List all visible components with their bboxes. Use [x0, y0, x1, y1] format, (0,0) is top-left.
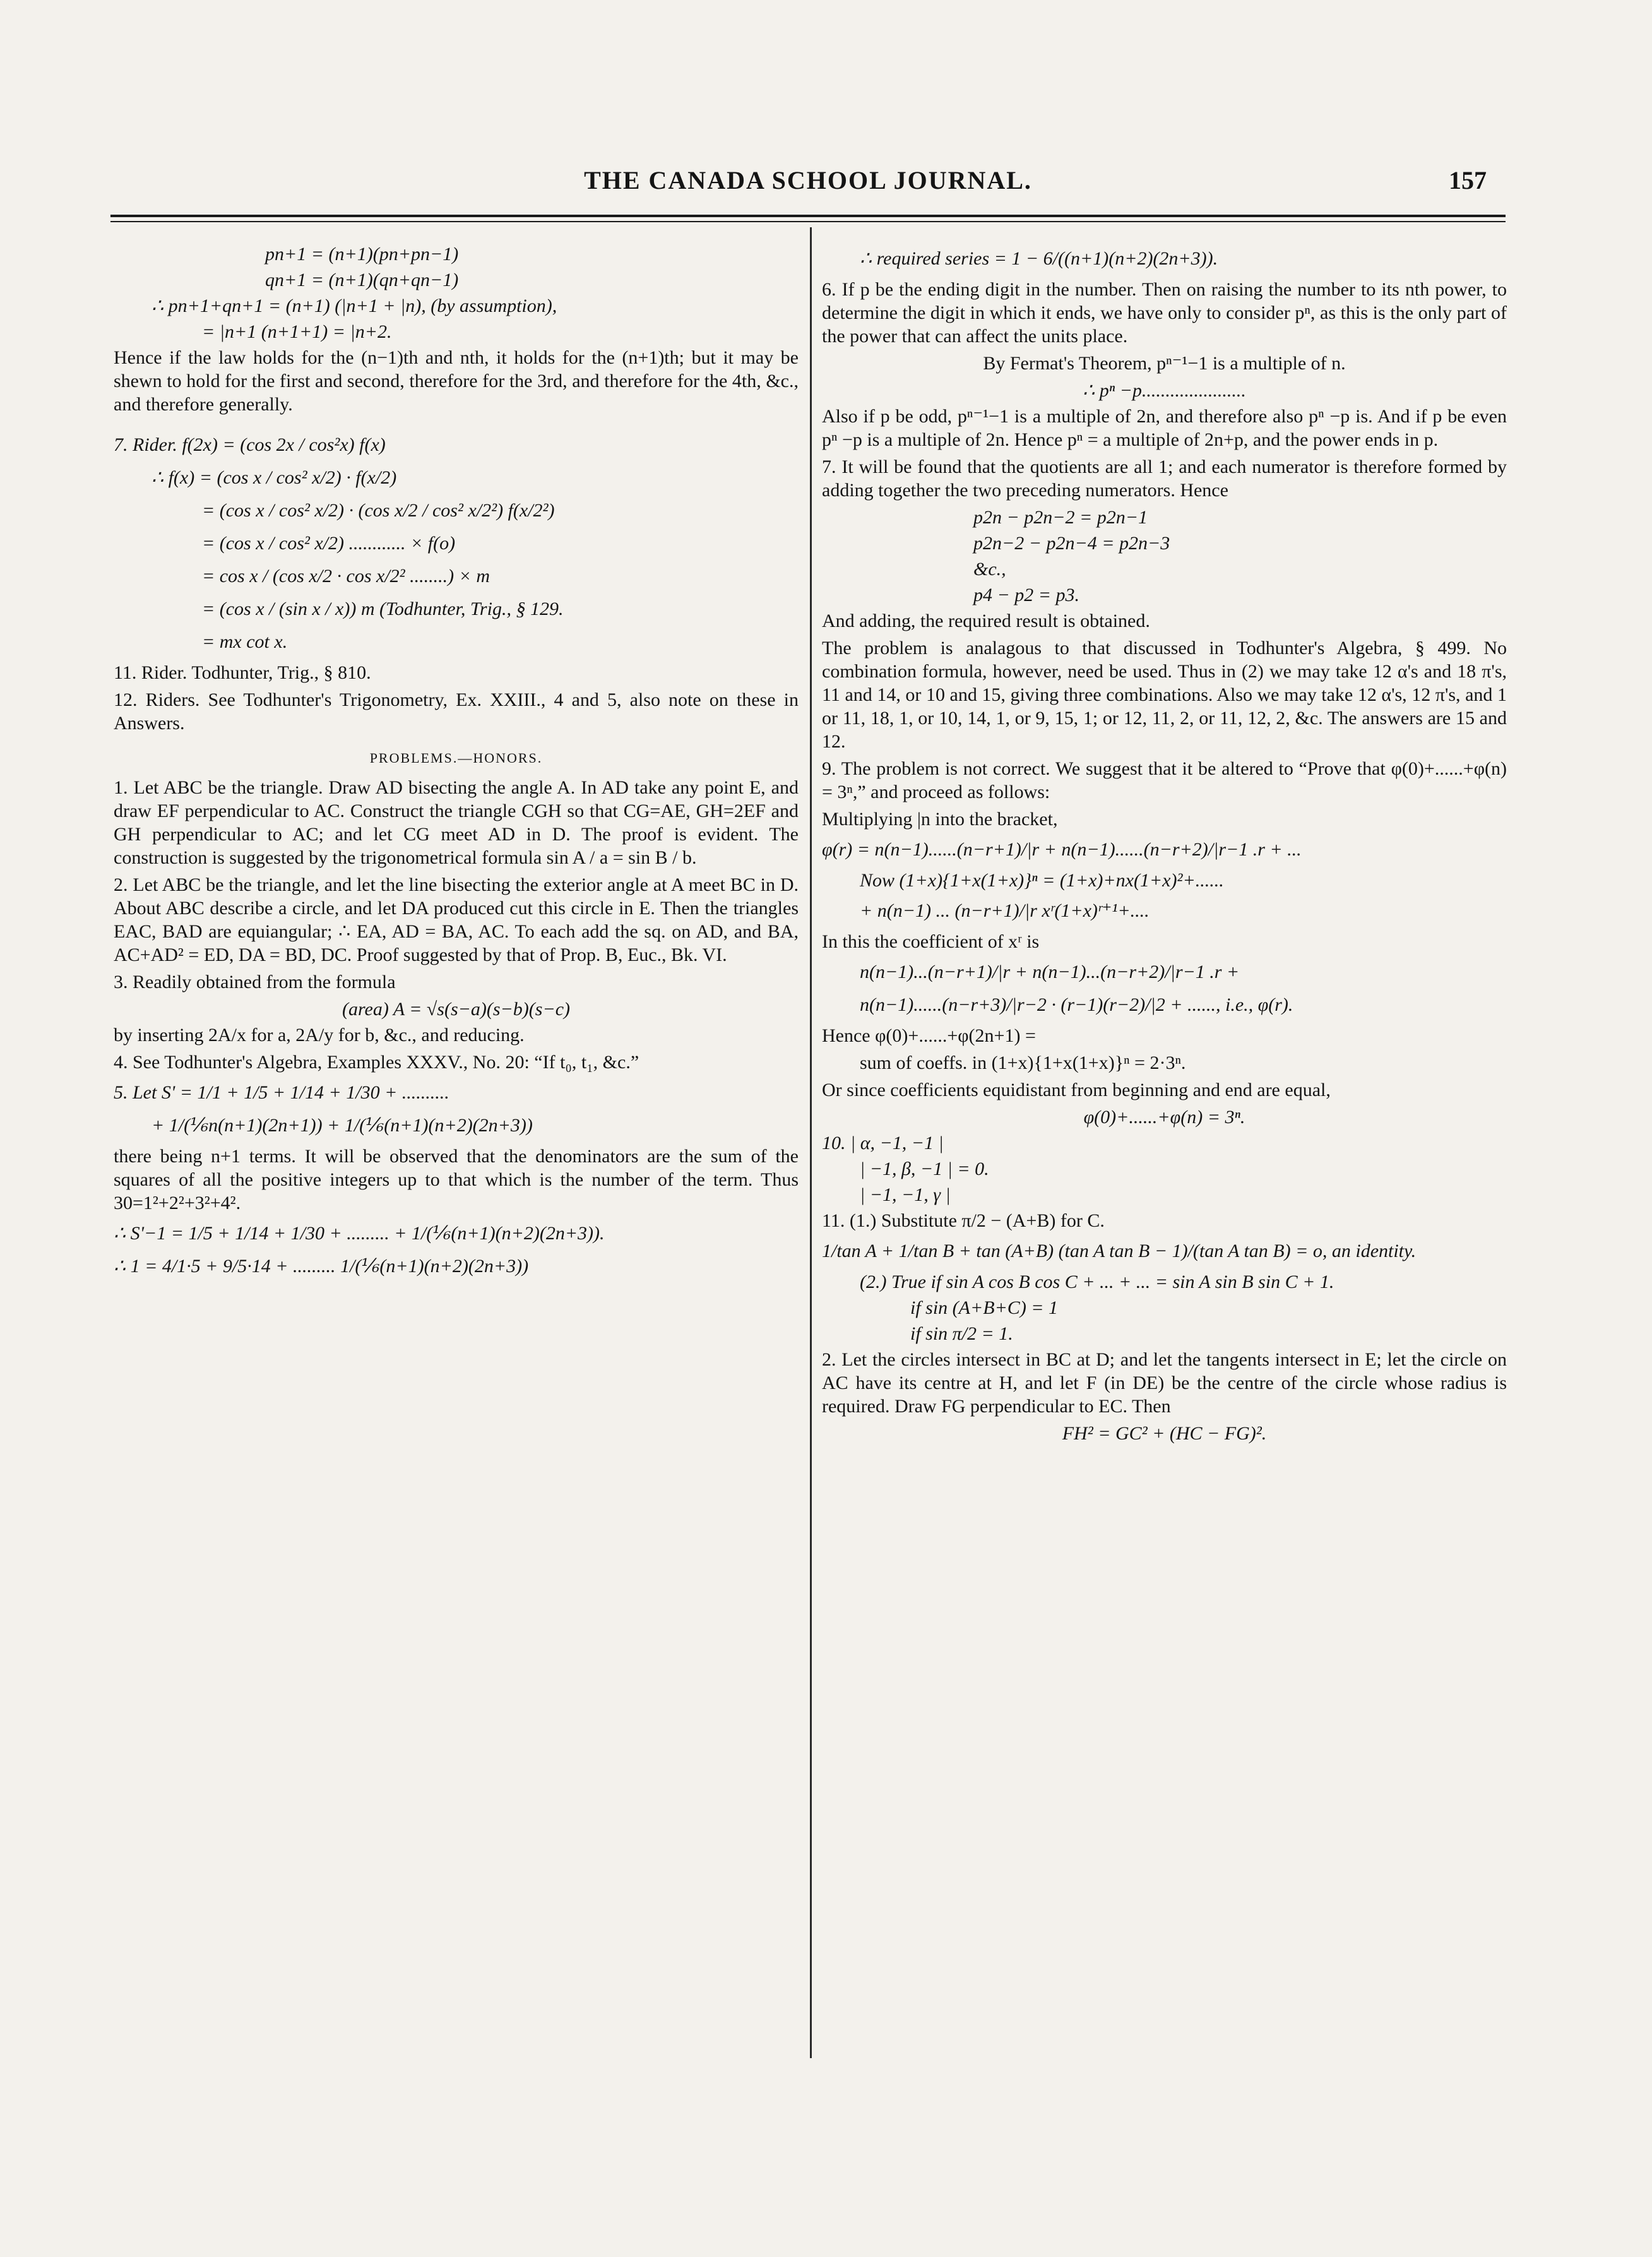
- paragraph: Also if p be odd, pⁿ⁻¹−1 is a multiple of 2n, and therefore also pⁿ −p is. And if p be even pⁿ −p is a multiple of 2n. Hence pⁿ = a multiple of 2n+p, and the power ends in p.: [822, 406, 1507, 450]
- equation: = |n+1 (n+1+1) = |n+2.: [202, 321, 392, 342]
- equation: ∴ S'−1 = 1/5 + 1/14 + 1/30 + ......... + 1/(⅙(n+1)(n+2)(2n+3)).: [114, 1223, 605, 1244]
- equation: if sin (A+B+C) = 1: [910, 1297, 1059, 1318]
- equation: = (cos x / (sin x / x)) m (Todhunter, Trig., § 129.: [202, 598, 564, 619]
- equation: p2n − p2n−2 = p2n−1: [973, 507, 1148, 528]
- equation: Now (1+x){1+x(1+x)}ⁿ = (1+x)+nx(1+x)²+......: [860, 870, 1224, 891]
- rider-11: 11. Rider. Todhunter, Trig., § 810.: [114, 662, 371, 683]
- problem-2: 2. Let ABC be the triangle, and let the line bisecting the exterior angle at A meet BC in D. About ABC describe a circle, and let DA produced cut this circle in E. Then the triangles EAC, BAD are equiangular; ∴ EA, AD = BA, AC. To each add the sq. on AD, and BA, AC+AD² = ED, DA = BD, DC. Proof suggested by that of Prop. B, Euc., Bk. VI.: [114, 874, 799, 965]
- paragraph: By Fermat's Theorem, pⁿ⁻¹−1 is a multiple of n.: [983, 353, 1346, 374]
- paragraph: Or since coefficients equidistant from beginning and end are equal,: [822, 1080, 1331, 1100]
- problem-3: 3. Readily obtained from the formula: [114, 972, 396, 992]
- equation: FH² = GC² + (HC − FG)².: [1062, 1423, 1267, 1444]
- paragraph: sum of coeffs. in (1+x){1+x(1+x)}ⁿ = 2·3ⁿ.: [860, 1052, 1186, 1073]
- journal-title: THE CANADA SCHOOL JOURNAL.: [584, 166, 1032, 194]
- rider-12: 12. Riders. See Todhunter's Trigonometry, Ex. XXIII., 4 and 5, also note on these in Answers.: [114, 689, 799, 734]
- equation: (area) A = √s(s−a)(s−b)(s−c): [342, 999, 570, 1020]
- paragraph: Multiplying |n into the bracket,: [822, 809, 1058, 830]
- left-column: [114, 240, 799, 1285]
- equation: ∴ f(x) = (cos x / cos² x/2) · f(x/2): [152, 467, 397, 488]
- equation: if sin π/2 = 1.: [910, 1323, 1013, 1344]
- column-divider: [810, 227, 812, 2058]
- problem-6: 6. If p be the ending digit in the number. Then on raising the number to its nth power, to determine the digit in which it ends, we have only to consider pⁿ, as this is the only part of the power that can affect the units place.: [822, 279, 1507, 347]
- equation: + n(n−1) ... (n−r+1)/|r xʳ(1+x)ʳ⁺¹+....: [860, 900, 1150, 921]
- equation: qn+1 = (n+1)(qn+qn−1): [265, 270, 459, 290]
- equation: = (cos x / cos² x/2) ............ × f(o): [202, 533, 456, 554]
- equation: + 1/(⅙n(n+1)(2n+1)) + 1/(⅙(n+1)(n+2)(2n+3)): [152, 1115, 533, 1136]
- equation: n(n−1)...(n−r+1)/|r + n(n−1)...(n−r+2)/|r−1 .r +: [860, 962, 1240, 982]
- paragraph: And adding, the required result is obtained.: [822, 610, 1150, 631]
- equation: | −1, β, −1 | = 0.: [860, 1158, 989, 1179]
- problem-4: 4. See Todhunter's Algebra, Examples XXXV., No. 20: “If t₀, t₁, &c.”: [114, 1052, 639, 1073]
- problem-12: 2. Let the circles intersect in BC at D; and let the tangents intersect in E; let the circle on AC have its centre at H, and let F (in DE) be the centre of the circle whose radius is required. Draw FG perpendicular to EC. Then: [822, 1349, 1507, 1417]
- equation: | −1, −1, γ |: [860, 1184, 951, 1205]
- problem-7: 7. It will be found that the quotients are all 1; and each numerator is therefore formed by adding together the two preceding numerators. Hence: [822, 456, 1507, 501]
- problem-9: 9. The problem is not correct. We suggest that it be altered to “Prove that φ(0)+......+φ(n) = 3ⁿ,” and proceed as follows:: [822, 758, 1507, 802]
- equation: n(n−1)......(n−r+3)/|r−2 · (r−1)(r−2)/|2 + ......, i.e., φ(r).: [860, 994, 1293, 1015]
- equation: p2n−2 − p2n−4 = p2n−3: [973, 533, 1170, 554]
- page-number: 157: [1449, 166, 1487, 194]
- paragraph: Hence φ(0)+......+φ(2n+1) =: [822, 1025, 1036, 1046]
- equation: φ(r) = n(n−1)......(n−r+1)/|r + n(n−1)......(n−r+2)/|r−1 .r + ...: [822, 839, 1302, 860]
- equation: pn+1 = (n+1)(pn+pn−1): [265, 244, 459, 265]
- equation: (2.) True if sin A cos B cos C + ... + ... = sin A sin B sin C + 1.: [860, 1271, 1334, 1292]
- equation: &c.,: [973, 559, 1006, 580]
- problem-1: 1. Let ABC be the triangle. Draw AD bisecting the angle A. In AD take any point E, and draw EF perpendicular to AC. Construct the triangle CGH so that CG=AE, GH=2EF and GH perpendicular to AC; and let CG meet AD in D. The proof is evident. The construction is suggested by the trigonometrical formula sin A / a = sin B / b.: [114, 777, 799, 868]
- paragraph: Hence if the law holds for the (n−1)th and nth, it holds for the (n+1)th; but it may be shewn to hold for the first and second, therefore for the 3rd, and therefore for the 4th, &c., and therefore generally.: [114, 347, 799, 415]
- page-header: [110, 165, 1506, 203]
- problem-8: The problem is analagous to that discussed in Todhunter's Algebra, § 499. No combination formula, however, need be used. Thus in (2) we may take 12 α's and 18 π's, 11 and 14, or 10 and 15, giving three combinations. Also we may take 12 α's, 12 π's, and 1 or 11, 18, 1, or 10, 14, 1, or 9, 15, 1; or 12, 11, 2, or 11, 12, 2, &c. The answers are 15 and 12.: [822, 638, 1507, 752]
- rider-7-heading: 7. Rider. f(2x) = (cos 2x / cos²x) f(x): [114, 434, 386, 455]
- header-rule: [110, 215, 1506, 217]
- equation: p4 − p2 = p3.: [973, 585, 1079, 605]
- paragraph: In this the coefficient of xʳ is: [822, 931, 1040, 952]
- equation: ∴ required series = 1 − 6/((n+1)(n+2)(2n+3)).: [860, 248, 1218, 269]
- paragraph: there being n+1 terms. It will be observed that the denominators are the sum of the squares of all the positive integers up to that which is the number of the term. Thus 30=1²+2²+3²+4².: [114, 1146, 799, 1213]
- equation: 1/tan A + 1/tan B + tan (A+B) (tan A tan B − 1)/(tan A tan B) = o, an identity.: [822, 1241, 1417, 1261]
- right-column: [822, 240, 1507, 1448]
- header-rule-thin: [110, 221, 1506, 222]
- problem-5: 5. Let S' = 1/1 + 1/5 + 1/14 + 1/30 + ..........: [114, 1082, 449, 1103]
- equation: = (cos x / cos² x/2) · (cos x/2 / cos² x/2²) f(x/2²): [202, 500, 555, 521]
- section-heading: PROBLEMS.—HONORS.: [369, 750, 543, 766]
- problem-11: 11. (1.) Substitute π/2 − (A+B) for C.: [822, 1210, 1105, 1231]
- problem-10: 10. | α, −1, −1 |: [822, 1133, 944, 1153]
- equation: ∴ pn+1+qn+1 = (n+1) (|n+1 + |n), (by assumption),: [152, 295, 557, 316]
- equation: ∴ 1 = 4/1·5 + 9/5·14 + ......... 1/(⅙(n+1)(n+2)(2n+3)): [114, 1256, 529, 1277]
- equation: = cos x / (cos x/2 · cos x/2² ........) × m: [202, 566, 490, 587]
- paragraph: by inserting 2A/x for a, 2A/y for b, &c., and reducing.: [114, 1025, 525, 1045]
- equation: ∴ pⁿ −p......................: [1083, 380, 1246, 401]
- equation: = mx cot x.: [202, 631, 288, 652]
- equation: φ(0)+......+φ(n) = 3ⁿ.: [1083, 1107, 1245, 1128]
